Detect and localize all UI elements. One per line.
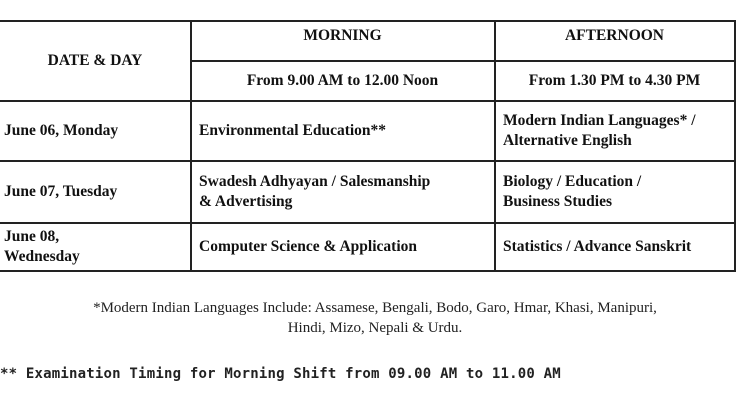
row-1-morning xyxy=(191,101,494,160)
row-1-morning-line1: Environmental Education** xyxy=(199,121,387,139)
row-3-date-line1: June 08, xyxy=(4,228,60,245)
timing-footnote: ** Examination Timing for Morning Shift from 09.00 AM to 11.00 AM xyxy=(0,366,561,382)
header-afternoon-time-text: From 1.30 PM to 4.30 PM xyxy=(528,72,701,89)
table-border-bottom xyxy=(0,270,736,272)
languages-footnote-line1: *Modern Indian Languages Include: Assamese, Bengali, Bodo, Garo, Hmar, Khasi, Manipuri, xyxy=(93,300,657,316)
languages-footnote xyxy=(0,298,750,338)
header-morning-time xyxy=(191,62,494,100)
table-border-right xyxy=(734,20,736,271)
row-2-morning-line2: & Advertising xyxy=(199,193,293,210)
header-date-day xyxy=(0,21,190,100)
header-morning-time-text: From 9.00 AM to 12.00 Noon xyxy=(246,72,439,89)
row-3-morning-line1: Computer Science & Application xyxy=(199,238,417,255)
row-2-date xyxy=(0,162,190,222)
row-1-date-line1: June 06, Monday xyxy=(4,121,119,139)
row-1-date xyxy=(0,101,190,160)
row-2-afternoon xyxy=(495,162,734,222)
row-3-morning xyxy=(191,224,494,270)
row-3-date xyxy=(0,224,190,270)
row-2-morning xyxy=(191,162,494,222)
header-date-day-text: DATE & DAY xyxy=(47,51,143,69)
header-morning-text: MORNING xyxy=(303,27,382,44)
row-3-afternoon xyxy=(495,224,734,270)
languages-footnote-line2: Hindi, Mizo, Nepali & Urdu. xyxy=(287,320,463,336)
row-2-morning-line1: Swadesh Adhyayan / Salesmanship xyxy=(199,173,431,190)
row-1-afternoon xyxy=(495,101,734,160)
row-3-date-line2: Wednesday xyxy=(4,248,80,265)
row-1-afternoon-line2: Alternative English xyxy=(503,131,632,149)
header-morning xyxy=(191,21,494,51)
header-afternoon-time xyxy=(495,62,734,100)
row-1-afternoon-line1: Modern Indian Languages* / xyxy=(503,111,696,129)
row-2-afternoon-line2: Business Studies xyxy=(503,193,612,210)
header-afternoon xyxy=(495,21,734,51)
header-afternoon-text: AFTERNOON xyxy=(564,27,665,44)
row-3-afternoon-line1: Statistics / Advance Sanskrit xyxy=(503,238,692,255)
row-2-afternoon-line1: Biology / Education / xyxy=(503,173,642,190)
row-2-date-line1: June 07, Tuesday xyxy=(4,183,118,200)
